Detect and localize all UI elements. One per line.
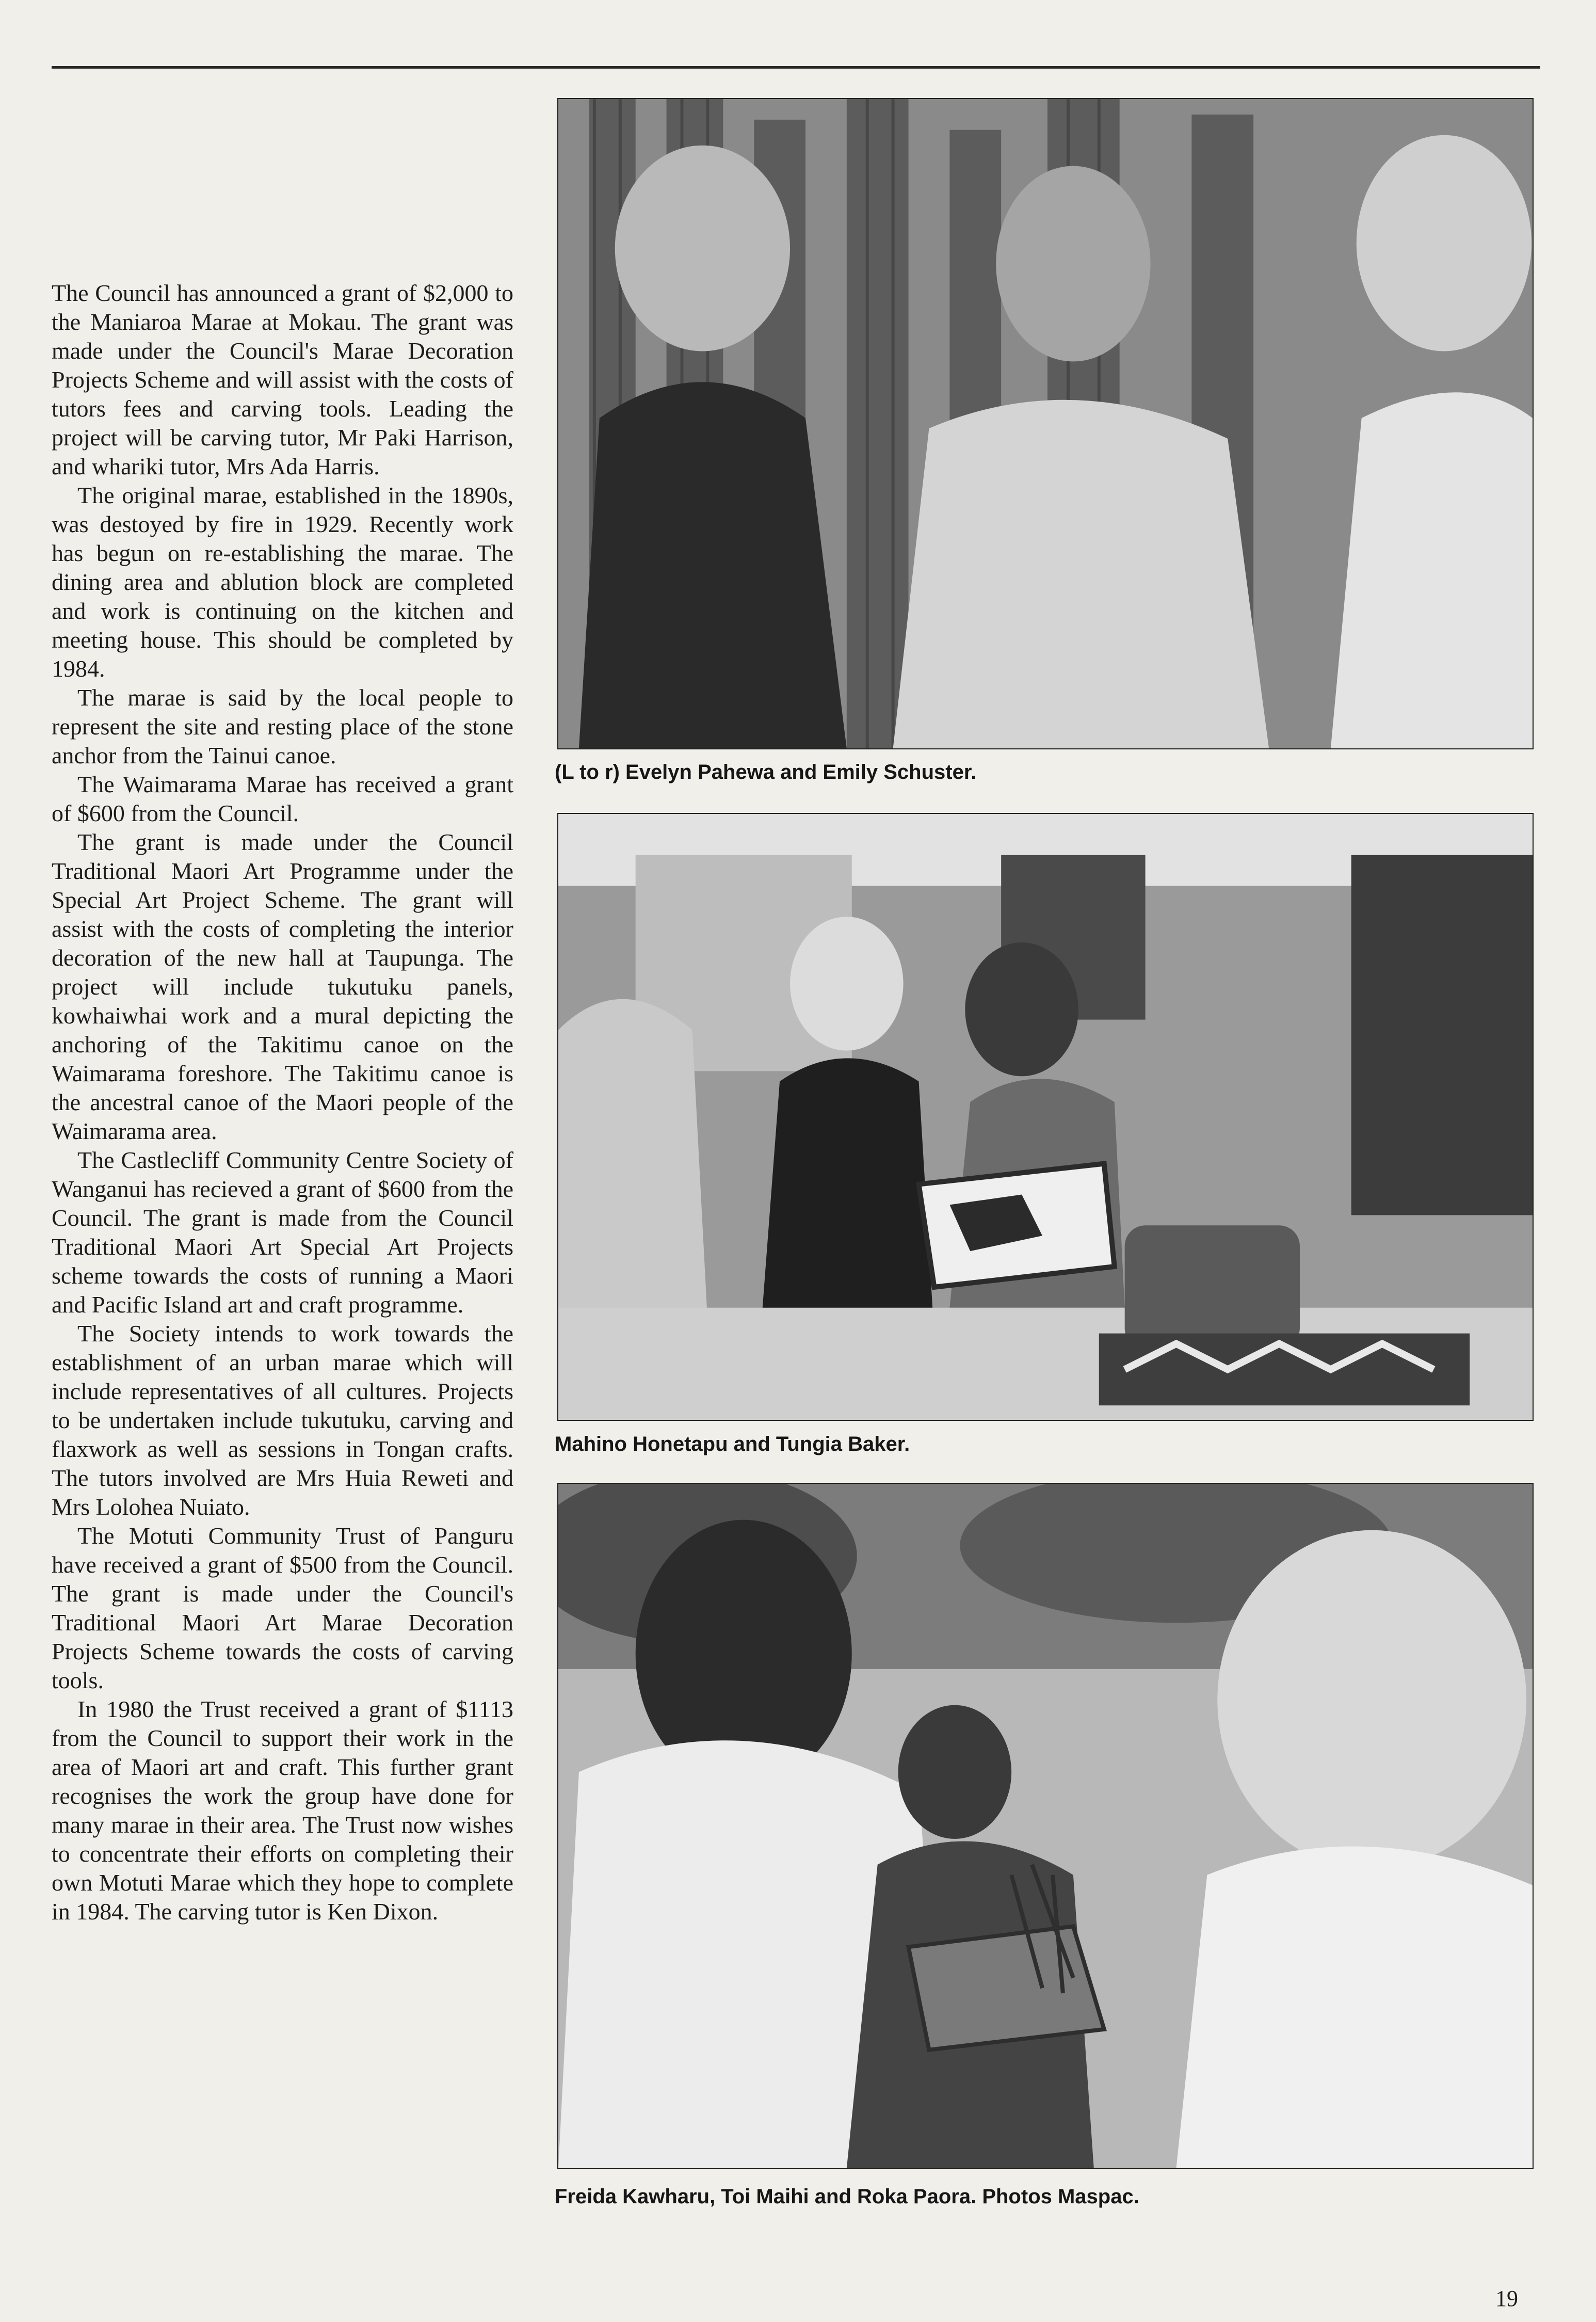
article-paragraph: The Council has announced a grant of $2,000 to the Maniaroa Marae at Mokau. The grant was made under the Council's Marae Decoration Projects Scheme and will assist with the costs of tutors fees and carving tools. Leading the project will be carving tutor, Mr Paki Harrison, and whariki tutor, Mrs Ada Harris.: [52, 280, 513, 479]
article-paragraph: The Motuti Community Trust of Panguru have received a grant of $500 from the Council. The grant is made under the Council's Traditional Maori Art Marae Decoration Projects Scheme towards the costs of carving tools.: [52, 1523, 513, 1693]
photo-caption: (L to r) Evelyn Pahewa and Emily Schuster.: [555, 761, 977, 783]
article-paragraph: The grant is made under the Council Traditional Maori Art Programme under the Special Art Project Scheme. The grant will assist with the costs of completing the interior decoration of the new hall at Taupunga. The project will include tukutuku panels, kowhaiwhai work and a mural depicting the anchoring of the Takitimu canoe on the Waimarama foreshore. The Takitimu canoe is the ancestral canoe of the Maori people of the Waimarama area.: [52, 829, 513, 1144]
photo-freida-toi-roka: [557, 1483, 1534, 2169]
article-paragraph: The original marae, established in the 1890s, was destoyed by fire in 1929. Recently work has begun on re-establishing the marae. The dining area and ablution block are completed and work is continuing on the kitchen and meeting house. This should be completed by 1984.: [52, 482, 513, 682]
photo-mahino-tungia: [557, 813, 1534, 1421]
page-number: 19: [1495, 2286, 1518, 2311]
photo-evelyn-emily: [557, 98, 1534, 749]
photo-caption: Freida Kawharu, Toi Maihi and Roka Paora. Photos Maspac.: [555, 2185, 1139, 2208]
article-column: [52, 279, 513, 1926]
article-paragraph: The Castlecliff Community Centre Society of Wanganui has recieved a grant of $600 from the Council. The grant is made from the Council Traditional Maori Art Special Art Projects scheme towards the costs of running a Maori and Pacific Island art and craft programme.: [52, 1147, 513, 1318]
article-paragraph: The marae is said by the local people to represent the site and resting place of the stone anchor from the Tainui canoe.: [52, 684, 513, 768]
photo-caption: Mahino Honetapu and Tungia Baker.: [555, 1433, 910, 1455]
article-paragraph: The Society intends to work towards the establishment of an urban marae which will include representatives of all cultures. Projects to be undertaken include tukutuku, carving and flaxwork as well as sessions in Tongan crafts. The tutors involved are Mrs Huia Reweti and Mrs Lolohea Nuiato.: [52, 1320, 513, 1520]
article-paragraph: In 1980 the Trust received a grant of $1113 from the Council to support their work in the area of Maori art and craft. This further grant recognises the work the group have done for many marae in their area. The Trust now wishes to concentrate their efforts on completing their own Motuti Marae which they hope to complete in 1984. The carving tutor is Ken Dixon.: [52, 1696, 513, 1925]
article-paragraph: The Waimarama Marae has received a grant of $600 from the Council.: [52, 771, 513, 826]
header-rule: [52, 66, 1540, 69]
